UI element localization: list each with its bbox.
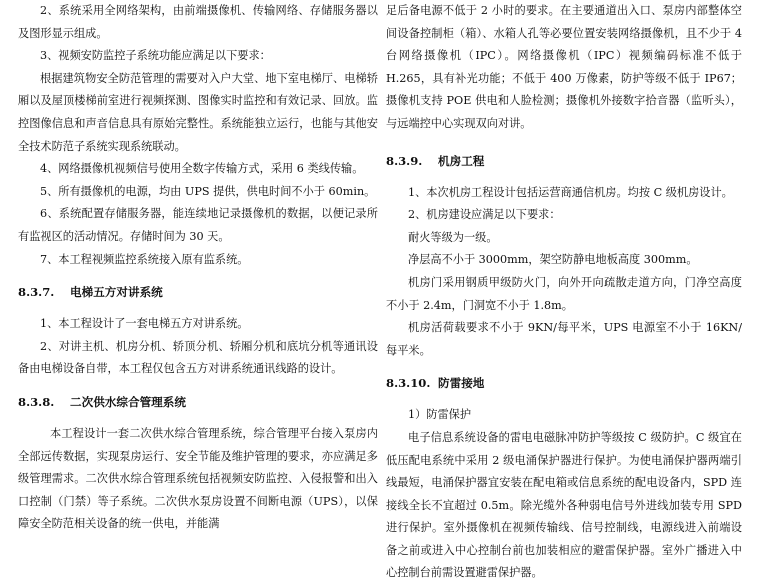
paragraph: 净层高不小于 3000mm，架空防静电地板高度 300mm。 — [408, 253, 698, 267]
section-number: 8.3.8. — [18, 394, 55, 409]
spacer — [386, 136, 742, 150]
paragraph: 2、系统采用全网络架构，由前端摄像机、传输网络、存储服务器以及图形显示组成。 — [18, 4, 378, 40]
section-heading — [386, 372, 742, 394]
spacer — [386, 172, 742, 182]
section-number: 8.3.9. — [386, 153, 423, 168]
paragraph: 3、视频安防监控子系统功能应满足以下要求： — [40, 49, 271, 63]
spacer — [18, 303, 378, 313]
spacer — [386, 362, 742, 372]
paragraph: 2、对讲主机、机房分机、轿顶分机、轿厢分机和底坑分机等通讯设备由电梯设备自带，本工程仅包含五方对讲系统通讯线路的设计。 — [18, 339, 378, 376]
paragraph: 5、所有摄像机的电源，均由 UPS 提供，供电时间不小于 60min。 — [40, 184, 376, 198]
section-title: 二次供水综合管理系统 — [70, 394, 186, 409]
paragraph: 足后备电源不低于 2 小时的要求。在主要通道出入口、泵房内部整体空间设备控制柜（箱）、水箱人孔等必要位置安装网络摄像机，且不少于 4 台网络摄像机（IPC）。网络摄像机（IPC）视频编码标准不低于 H.265，具有补光功能；不低于 400 万像素，防护等级不低于 IP67；摄像机支持 POE 供电和人脸检测；摄像机外接数字拾音器（监听头），与远端控中心实现双向对讲。 — [386, 4, 742, 130]
spacer — [18, 413, 378, 423]
paragraph: 机房门采用钢质甲级防火门，向外开向疏散走道方向，门净空高度不小于 2.4m，门洞宽不小于 1.8m。 — [386, 275, 742, 312]
paragraph: 7、本工程视频监控系统接入原有监系统。 — [40, 252, 249, 266]
paragraph: 电子信息系统设备的雷电电磁脉冲防护等级按 C 级防护。C 级宜在低压配电系统中采用 2 级电涌保护器进行保护。为使电涌保护器两端引线最短，电涌保护器宜安装在配电箱或信息系统的配电设备内，SPD 连接线全长不宜超过 0.5m。除光缆外各种弱电信号外进线加装专用 SPD 进行保护。室外摄像机在视频传输线、信号控制线，电源线进入前端设备之前或进入中心控制台前也加装相应的避雷保护器。室外广播进入中心控制台前需设置避雷保护器。 — [386, 430, 742, 580]
paragraph: 4、网络摄像机视频信号使用全数字传输方式，采用 6 类线传输。 — [40, 162, 364, 176]
section-number: 8.3.7. — [18, 285, 55, 300]
section-heading — [386, 150, 742, 172]
paragraph: 机房活荷载要求不小于 9KN/每平米，UPS 电源室不小于 16KN/每平米。 — [386, 321, 742, 357]
paragraph: 6、系统配置存储服务器，能连续地记录摄像机的数据，以便记录所有监视区的活动情况。存储时间为 30 天。 — [18, 207, 378, 243]
paragraph: 耐火等级为一级。 — [408, 230, 498, 244]
right-column — [386, 0, 742, 585]
paragraph: 2、机房建设应满足以下要求： — [408, 208, 561, 222]
spacer — [18, 381, 378, 391]
left-column — [18, 0, 378, 536]
spacer — [386, 394, 742, 404]
section-heading — [18, 281, 378, 303]
section-number: 8.3.10. — [386, 376, 431, 391]
paragraph: 1、本工程设计了一套电梯五方对讲系统。 — [40, 317, 249, 331]
spacer — [18, 271, 378, 281]
section-title: 机房工程 — [438, 153, 485, 168]
section-title: 电梯五方对讲系统 — [70, 285, 163, 300]
section-heading — [18, 391, 378, 413]
paragraph: 1、本次机房工程设计包括运营商通信机房。均按 C 级机房设计。 — [408, 185, 733, 199]
section-title: 防雷接地 — [438, 376, 485, 391]
paragraph: 1）防雷保护 — [408, 408, 472, 422]
paragraph: 根据建筑物安全防范管理的需要对入户大堂、地下室电梯厅、电梯轿厢以及屋顶楼梯前室进行视频探测、图像实时监控和有效记录、回放。监控图像信息和声音信息具有原始完整性。系统能独立运行，也能与其他安全技术防范子系统实现系统联动。 — [18, 71, 378, 153]
paragraph: 本工程设计一套二次供水综合管理系统，综合管理平台接入泵房内全部远传数据，实现泵房运行、安全节能及维护管理的要求，亦应满足多级管理需求。二次供水综合管理系统包括视频安防监控、入侵报警和出入口控制（门禁）等子系统。二次供水泵房设置不间断电源（UPS），以保障安全防范相关设备的统一供电，并能满 — [18, 426, 378, 531]
